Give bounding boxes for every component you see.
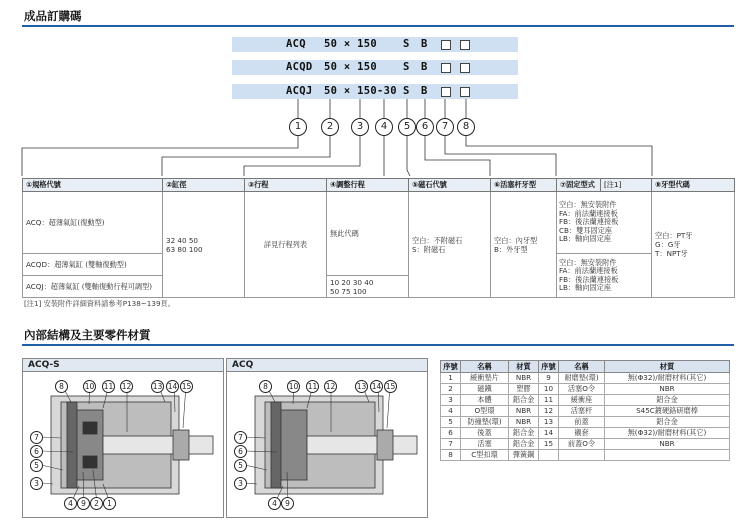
part-marker: 5 xyxy=(30,459,43,472)
mount-item: FB：後法蘭連接板 xyxy=(559,217,619,227)
table-row xyxy=(441,395,730,406)
header-bore: ②缸徑 xyxy=(163,179,245,192)
code-model-3: ACQJ xyxy=(286,85,313,97)
adjust-values-cell xyxy=(327,276,409,298)
part-marker: 10 xyxy=(84,382,95,391)
table-row xyxy=(441,417,730,428)
table-row xyxy=(441,450,730,461)
cell: 無(Φ32)/耐磨材料(其它) xyxy=(605,428,730,439)
cell: 磁鐵 xyxy=(461,384,509,395)
part-marker: 9 xyxy=(281,497,294,510)
rod-line-1: 空白：內牙型 xyxy=(494,235,538,245)
connector-lines xyxy=(0,0,750,180)
part-marker: 8 xyxy=(259,380,272,393)
cell: 鋁合金 xyxy=(509,439,539,450)
mount-item: LB：軸向固定座 xyxy=(559,234,612,244)
table-row xyxy=(441,406,730,417)
marker-2: 2 xyxy=(321,118,339,136)
cell: 本體 xyxy=(461,395,509,406)
table-row xyxy=(441,384,730,395)
mount-item: 空白：無安裝附件 xyxy=(559,200,617,210)
cell: 11 xyxy=(539,395,559,406)
part-marker: 4 xyxy=(268,497,281,510)
cell: 鋁合金 xyxy=(605,395,730,406)
part-marker: 13 xyxy=(152,382,163,391)
thread-line-3: T：NPT牙 xyxy=(655,249,688,258)
thread-line-1: 空白：PT牙 xyxy=(655,231,693,240)
cylinder-drawing xyxy=(227,372,427,517)
mount-item: CB：雙耳固定座 xyxy=(559,225,613,235)
parts-table xyxy=(440,360,730,461)
panel-title: ACQ xyxy=(227,359,427,372)
part-marker: 15 xyxy=(385,382,396,391)
spec-row-acqd: ACQD：超薄氣缸 (雙軸復動型) xyxy=(23,254,163,276)
header-adjust-stroke: ④調整行程 xyxy=(327,179,409,192)
panel-acq xyxy=(226,358,428,518)
marker-4: 4 xyxy=(375,118,393,136)
header-no: 序號 xyxy=(539,361,559,373)
cell: NBR xyxy=(509,406,539,417)
order-code-title: 成品訂購碼 xyxy=(24,9,82,23)
header-name: 名稱 xyxy=(559,361,605,373)
rod-line-2: B：外牙型 xyxy=(494,244,528,254)
cell: 活塞 xyxy=(461,439,509,450)
adjust-line-1: 10 20 30 40 xyxy=(330,277,374,287)
part-marker: 1 xyxy=(103,497,116,510)
part-marker: 3 xyxy=(30,477,43,490)
adjust-none-cell: 無此代碼 xyxy=(327,192,409,276)
code-b-2: B xyxy=(421,61,428,73)
table-row xyxy=(441,428,730,439)
panel-title: ACQ-S xyxy=(23,359,223,372)
structure-title: 內部結構及主要零件材質 xyxy=(24,328,151,342)
header-material: 材質 xyxy=(605,361,730,373)
code-size-2: 50 × 150 xyxy=(324,61,377,73)
cell: 8 xyxy=(441,450,461,461)
part-marker: 8 xyxy=(55,380,68,393)
cell: 活塞杆 xyxy=(559,406,605,417)
cell: 3 xyxy=(441,395,461,406)
part-marker: 13 xyxy=(356,382,367,391)
thread-line-2: G：G牙 xyxy=(655,240,681,249)
title-underline xyxy=(22,344,734,346)
cell: 13 xyxy=(539,417,559,428)
footnote: [注1] 安裝附件詳細資料請參考P138~139頁。 xyxy=(24,299,175,308)
part-marker: 12 xyxy=(121,382,132,391)
cell: 5 xyxy=(441,417,461,428)
cell: 鋁合金 xyxy=(605,417,730,428)
mount-item: FB：後法蘭連接板 xyxy=(559,274,619,284)
part-marker: 10 xyxy=(288,382,299,391)
part-marker: 2 xyxy=(90,497,103,510)
header-no: 序號 xyxy=(441,361,461,373)
cell: 緩衝墊片 xyxy=(461,373,509,384)
header-stroke: ③行程 xyxy=(245,179,327,192)
part-marker: 11 xyxy=(307,382,318,391)
header-material: 材質 xyxy=(509,361,539,373)
header-note-ref: [注1] xyxy=(601,179,652,192)
marker-6: 6 xyxy=(416,118,434,136)
cell: 塑膠 xyxy=(509,384,539,395)
marker-3: 3 xyxy=(351,118,369,136)
mount-item: LB：軸向固定座 xyxy=(559,283,612,292)
mount-item: FA：前法蘭連接板 xyxy=(559,266,618,275)
spec-table xyxy=(22,178,735,298)
cell: 耐磨墊(環) xyxy=(559,373,605,384)
code-size-3: 50 × 150-30 xyxy=(324,85,397,97)
header-rod-thread: ⑥活塞杆牙型 xyxy=(491,179,557,192)
mount-item: 空白：無安裝附件 xyxy=(559,257,617,267)
stroke-cell: 詳見行程列表 xyxy=(245,192,327,298)
cell: 鋁合金 xyxy=(509,395,539,406)
cell: 後蓋 xyxy=(461,428,509,439)
cell: 活塞O令 xyxy=(559,384,605,395)
cylinder-drawing xyxy=(23,372,223,517)
part-marker: 14 xyxy=(371,382,382,391)
code-s-1: S xyxy=(403,38,410,50)
cell: 9 xyxy=(539,373,559,384)
magnet-line-1: 空白：不附磁石 xyxy=(412,235,463,245)
code-model-2: ACQD xyxy=(286,61,313,73)
marker-5: 5 xyxy=(398,118,416,136)
cell: 6 xyxy=(441,428,461,439)
mount-item: FA：前法蘭連接板 xyxy=(559,208,618,218)
cell: 15 xyxy=(539,439,559,450)
code-s-2: S xyxy=(403,61,410,73)
spec-row-acqj: ACQJ：超薄氣缸 (雙軸復動行程可調型) xyxy=(23,276,163,298)
table-row xyxy=(441,373,730,384)
part-marker: 14 xyxy=(167,382,178,391)
header-spec-code: ①規格代號 xyxy=(23,179,163,192)
cell: 1 xyxy=(441,373,461,384)
cell: NBR xyxy=(605,384,730,395)
bore-line-2: 63 80 100 xyxy=(166,244,203,254)
cell: S45C鍍硬鉻研磨棒 xyxy=(605,406,730,417)
part-marker: 3 xyxy=(234,477,247,490)
cell: 緩衝座 xyxy=(559,395,605,406)
marker-1: 1 xyxy=(289,118,307,136)
part-marker: 5 xyxy=(234,459,247,472)
bore-line-1: 32 40 50 xyxy=(166,235,199,245)
part-marker: 7 xyxy=(30,431,43,444)
cell: 14 xyxy=(539,428,559,439)
magnet-line-2: S：附磁石 xyxy=(412,244,446,254)
cell: NBR xyxy=(509,373,539,384)
code-s-3: S xyxy=(403,85,410,97)
part-marker: 12 xyxy=(325,382,336,391)
part-marker: 7 xyxy=(234,431,247,444)
cell: 10 xyxy=(539,384,559,395)
magnet-cell xyxy=(409,192,491,298)
part-marker: 6 xyxy=(234,445,247,458)
header-mount: ⑦固定型式 xyxy=(557,179,601,192)
cell: 2 xyxy=(441,384,461,395)
adjust-line-2: 50 75 100 xyxy=(330,286,367,296)
header-thread-code: ⑧牙型代碼 xyxy=(652,179,735,192)
cell: 前蓋O令 xyxy=(559,439,605,450)
cell: 襯套 xyxy=(559,428,605,439)
part-marker: 9 xyxy=(77,497,90,510)
header-name: 名稱 xyxy=(461,361,509,373)
code-b-1: B xyxy=(421,38,428,50)
cell: 鋁合金 xyxy=(509,428,539,439)
mount-group-1 xyxy=(557,192,652,254)
part-marker: 11 xyxy=(103,382,114,391)
cell: 彈簧鋼 xyxy=(509,450,539,461)
cell: 7 xyxy=(441,439,461,450)
marker-8: 8 xyxy=(457,118,475,136)
part-marker: 15 xyxy=(181,382,192,391)
code-b-3: B xyxy=(421,85,428,97)
cell: C型扣環 xyxy=(461,450,509,461)
part-marker: 4 xyxy=(64,497,77,510)
spec-row-acq: ACQ：超薄氣缸(復動型) xyxy=(23,192,163,254)
cell: 4 xyxy=(441,406,461,417)
cell: 12 xyxy=(539,406,559,417)
cell: NBR xyxy=(605,439,730,450)
panel-acq-s xyxy=(22,358,224,518)
mount-group-2 xyxy=(557,254,652,298)
bore-cell xyxy=(163,192,245,298)
marker-7: 7 xyxy=(436,118,454,136)
header-magnet: ⑤磁石代號 xyxy=(409,179,491,192)
cell: 前蓋 xyxy=(559,417,605,428)
cell xyxy=(559,450,605,461)
rod-thread-cell xyxy=(491,192,557,298)
cell: NBR xyxy=(509,417,539,428)
thread-code-cell xyxy=(652,192,735,298)
cell xyxy=(539,450,559,461)
cell xyxy=(605,450,730,461)
part-marker: 6 xyxy=(30,445,43,458)
cell: O型環 xyxy=(461,406,509,417)
cell: 防撞墊(環) xyxy=(461,417,509,428)
cell: 無(Φ32)/耐磨材料(其它) xyxy=(605,373,730,384)
code-size-1: 50 × 150 xyxy=(324,38,377,50)
table-row xyxy=(441,439,730,450)
code-model-1: ACQ xyxy=(286,38,306,50)
